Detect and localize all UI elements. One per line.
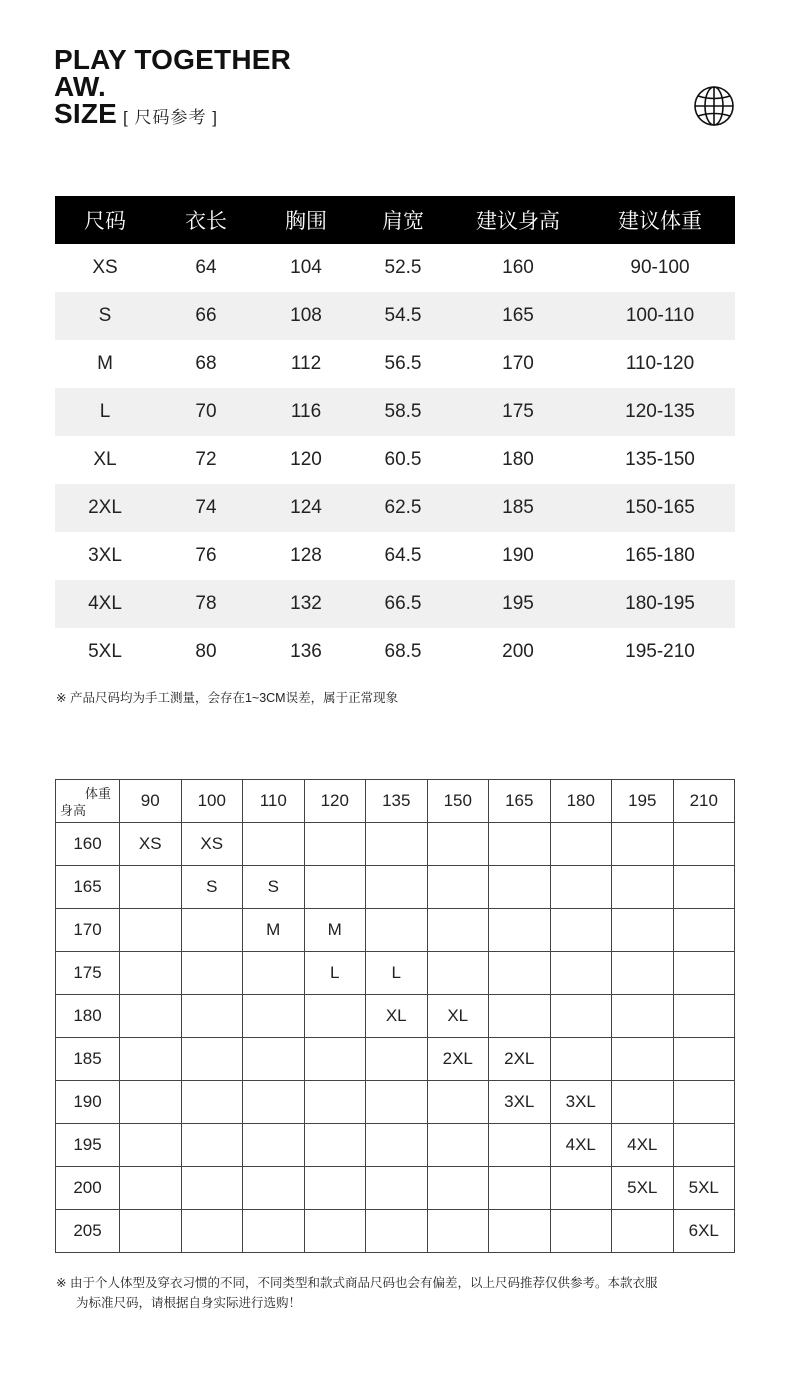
- fit-grid-cell: [304, 1167, 366, 1210]
- size-table-cell: 2XL: [55, 484, 155, 532]
- fit-grid-cell: [243, 1210, 305, 1253]
- size-table-row: [55, 580, 735, 628]
- fit-grid-cell: [366, 1124, 428, 1167]
- fit-grid-cell: [181, 1210, 243, 1253]
- fit-grid-height-header: 175: [56, 952, 120, 995]
- fit-grid-cell: [612, 995, 674, 1038]
- fit-grid-cell: [366, 866, 428, 909]
- fit-grid-cell: [612, 823, 674, 866]
- fit-grid-height-header: 190: [56, 1081, 120, 1124]
- fit-grid-cell: [427, 952, 489, 995]
- size-table-cell: 200: [502, 641, 534, 662]
- fit-grid-cell: [243, 1081, 305, 1124]
- fit-grid-weight-header: 210: [673, 780, 735, 823]
- fit-grid-cell: 6XL: [673, 1210, 735, 1253]
- size-table-cell: 5XL: [88, 641, 122, 662]
- fit-note-line-2: 为标准尺码，请根据自身实际进行选购！: [76, 1296, 302, 1310]
- fit-grid-cell: [550, 866, 612, 909]
- fit-grid-weight-header: 120: [304, 780, 366, 823]
- fit-grid-cell: [427, 1210, 489, 1253]
- fit-grid-cell: L: [304, 952, 366, 995]
- fit-note: [56, 1273, 746, 1313]
- size-table-cell: 72: [195, 449, 217, 470]
- size-table-row: [55, 244, 735, 292]
- fit-grid-cell: [673, 995, 735, 1038]
- globe-icon: [692, 84, 736, 128]
- size-table: [55, 196, 735, 676]
- size-table-cell: 90-100: [630, 257, 690, 278]
- size-title: [54, 100, 291, 131]
- size-table-cell: 58.5: [355, 388, 451, 436]
- size-table-cell: 180-195: [585, 580, 735, 628]
- fit-grid-cell: [550, 995, 612, 1038]
- size-table-cell: XS: [92, 257, 118, 278]
- fit-grid-height-header: 200: [56, 1167, 120, 1210]
- fit-grid-cell: L: [366, 952, 428, 995]
- size-table-cell: 78: [155, 580, 257, 628]
- fit-grid-cell: [427, 823, 489, 866]
- brand-line-2: AW.: [54, 71, 106, 102]
- fit-grid-cell: XS: [120, 823, 182, 866]
- fit-grid-cell: [120, 1167, 182, 1210]
- fit-grid-cell: [427, 909, 489, 952]
- fit-grid-cell: [489, 1167, 551, 1210]
- fit-grid-cell: [120, 1081, 182, 1124]
- fit-grid-cell: [120, 866, 182, 909]
- fit-grid-cell: [550, 1167, 612, 1210]
- fit-grid-cell: [550, 1038, 612, 1081]
- fit-grid-cell: [243, 952, 305, 995]
- fit-grid-cell: 4XL: [612, 1124, 674, 1167]
- fit-grid-cell: [304, 823, 366, 866]
- fit-grid-weight-header: 150: [427, 780, 489, 823]
- size-table-cell: 165: [451, 292, 585, 340]
- size-table-cell: 52.5: [384, 257, 422, 278]
- fit-grid-cell: [304, 1210, 366, 1253]
- fit-grid-cell: [673, 1038, 735, 1081]
- fit-grid-cell: XL: [427, 995, 489, 1038]
- size-table-cell: 80: [195, 641, 217, 662]
- fit-grid-cell: [243, 823, 305, 866]
- fit-grid-cell: 2XL: [427, 1038, 489, 1081]
- fit-grid-weight-header: 195: [612, 780, 674, 823]
- size-table-cell: 60.5: [384, 449, 422, 470]
- size-table-cell: 70: [155, 388, 257, 436]
- size-table-cell: 165-180: [625, 545, 695, 566]
- fit-grid-row: [56, 909, 735, 952]
- size-table-cell: 185: [451, 484, 585, 532]
- fit-grid: [55, 779, 735, 1253]
- fit-grid-weight-header: 110: [243, 780, 305, 823]
- size-table-cell: 76: [195, 545, 217, 566]
- fit-grid-cell: [612, 1081, 674, 1124]
- fit-grid-weight-header: 90: [120, 780, 182, 823]
- fit-grid-cell: [181, 1038, 243, 1081]
- fit-grid-cell: [181, 1167, 243, 1210]
- size-table-cell: 56.5: [384, 353, 422, 374]
- fit-grid-cell: [181, 995, 243, 1038]
- size-table-cell: L: [55, 388, 155, 436]
- size-table-cell: 135-150: [625, 449, 695, 470]
- fit-grid-cell: [181, 952, 243, 995]
- size-table-cell: 54.5: [355, 292, 451, 340]
- fit-grid-cell: [304, 866, 366, 909]
- fit-grid-row: [56, 1210, 735, 1253]
- fit-grid-cell: [550, 952, 612, 995]
- size-title-sub: [ 尺码参考 ]: [123, 108, 218, 127]
- fit-grid-cell: [427, 1081, 489, 1124]
- size-table-cell: 124: [257, 484, 355, 532]
- size-table-header-cell: 胸围: [257, 196, 355, 244]
- fit-grid-row: [56, 866, 735, 909]
- size-table-cell: 64.5: [384, 545, 422, 566]
- fit-grid-cell: [120, 1038, 182, 1081]
- fit-note-line-1: ※ 由于个人体型及穿衣习惯的不同，不同类型和款式商品尺码也会有偏差，以上尺码推荐仅供参考。本款衣服: [56, 1276, 658, 1290]
- fit-grid-row: [56, 995, 735, 1038]
- fit-grid-cell: [304, 995, 366, 1038]
- size-table-cell: 64: [195, 257, 217, 278]
- size-table-header-cell: 建议体重: [585, 196, 735, 244]
- fit-grid-row: [56, 823, 735, 866]
- fit-grid-row: [56, 1038, 735, 1081]
- fit-grid-cell: [550, 1210, 612, 1253]
- fit-grid-cell: S: [181, 866, 243, 909]
- size-table-cell: 180: [502, 449, 534, 470]
- fit-grid-cell: 3XL: [489, 1081, 551, 1124]
- fit-grid-cell: [489, 823, 551, 866]
- fit-grid-cell: [612, 866, 674, 909]
- fit-grid-cell: XS: [181, 823, 243, 866]
- fit-grid-weight-header: 180: [550, 780, 612, 823]
- measurement-note: ※ 产品尺码均为手工测量，会存在1~3CM误差，属于正常现象: [56, 691, 399, 705]
- size-table-header-cell: 衣长: [155, 196, 257, 244]
- size-table-cell: 68: [195, 353, 217, 374]
- fit-grid-cell: [673, 823, 735, 866]
- fit-grid-height-header: 165: [56, 866, 120, 909]
- fit-grid-cell: [489, 995, 551, 1038]
- size-table-cell: 104: [290, 257, 322, 278]
- fit-grid-cell: 4XL: [550, 1124, 612, 1167]
- size-table-cell: M: [97, 353, 113, 374]
- size-table-cell: 66: [155, 292, 257, 340]
- size-title-main: SIZE: [54, 98, 118, 129]
- size-table-cell: 116: [257, 388, 355, 436]
- size-table-cell: S: [55, 292, 155, 340]
- size-table-row: [55, 292, 735, 340]
- corner-height-label: 身高: [60, 803, 87, 818]
- size-table-row: [55, 532, 735, 580]
- fit-grid-height-header: 170: [56, 909, 120, 952]
- fit-grid-cell: [120, 952, 182, 995]
- fit-grid-cell: [550, 823, 612, 866]
- fit-grid-row: [56, 1167, 735, 1210]
- fit-grid-cell: S: [243, 866, 305, 909]
- size-table-cell: 190: [502, 545, 534, 566]
- fit-grid-cell: [120, 995, 182, 1038]
- fit-grid-cell: [120, 909, 182, 952]
- fit-grid-cell: [366, 1167, 428, 1210]
- size-table-cell: 128: [290, 545, 322, 566]
- size-table-row: [55, 628, 735, 676]
- fit-grid-cell: [366, 1210, 428, 1253]
- size-table-header-cell: 建议身高: [451, 196, 585, 244]
- size-table-cell: 112: [290, 353, 322, 374]
- fit-grid-cell: [366, 1081, 428, 1124]
- fit-grid-height-header: 180: [56, 995, 120, 1038]
- fit-grid-cell: [366, 823, 428, 866]
- fit-grid-cell: [673, 952, 735, 995]
- fit-grid-row: [56, 952, 735, 995]
- size-table-header: [55, 196, 735, 244]
- fit-grid-cell: [550, 909, 612, 952]
- fit-grid-cell: [673, 866, 735, 909]
- size-table-cell: 100-110: [585, 292, 735, 340]
- size-table-cell: 108: [257, 292, 355, 340]
- fit-grid-cell: [427, 1124, 489, 1167]
- fit-grid-cell: [489, 1124, 551, 1167]
- fit-grid-cell: [304, 1081, 366, 1124]
- size-table-cell: 74: [155, 484, 257, 532]
- size-table-row: [55, 436, 735, 484]
- fit-grid-row: [56, 1081, 735, 1124]
- fit-grid-cell: [489, 909, 551, 952]
- fit-grid-cell: 2XL: [489, 1038, 551, 1081]
- size-table-cell: 195-210: [625, 641, 695, 662]
- fit-grid-cell: [366, 909, 428, 952]
- fit-grid-header-row: [56, 780, 735, 823]
- fit-grid-weight-header: 100: [181, 780, 243, 823]
- size-table-row: [55, 484, 735, 532]
- brand-line-1: PLAY TOGETHER: [54, 44, 292, 75]
- fit-grid-cell: [489, 1210, 551, 1253]
- size-table-cell: 110-120: [625, 353, 695, 374]
- fit-grid-cell: [243, 1038, 305, 1081]
- corner-weight-label: 体重: [84, 786, 111, 801]
- fit-grid-cell: [673, 909, 735, 952]
- fit-grid-cell: [243, 1167, 305, 1210]
- fit-grid-height-header: 195: [56, 1124, 120, 1167]
- fit-grid-cell: [612, 909, 674, 952]
- fit-grid-cell: M: [243, 909, 305, 952]
- fit-grid-cell: XL: [366, 995, 428, 1038]
- fit-grid-cell: [489, 952, 551, 995]
- fit-grid-cell: 5XL: [673, 1167, 735, 1210]
- fit-grid-weight-header: 135: [366, 780, 428, 823]
- size-table-cell: 175: [451, 388, 585, 436]
- fit-grid-cell: 5XL: [612, 1167, 674, 1210]
- fit-grid-cell: [427, 866, 489, 909]
- fit-grid-cell: [489, 866, 551, 909]
- fit-grid-cell: [181, 1124, 243, 1167]
- size-table-cell: 4XL: [55, 580, 155, 628]
- fit-grid-height-header: 160: [56, 823, 120, 866]
- fit-grid-cell: [243, 1124, 305, 1167]
- fit-grid-cell: [427, 1167, 489, 1210]
- fit-grid-weight-header: 165: [489, 780, 551, 823]
- fit-grid-cell: [120, 1210, 182, 1253]
- size-table-cell: 136: [290, 641, 322, 662]
- fit-grid-cell: [120, 1124, 182, 1167]
- fit-grid-cell: [304, 1124, 366, 1167]
- fit-grid-cell: [181, 909, 243, 952]
- size-table-row: [55, 388, 735, 436]
- fit-grid-cell: [304, 1038, 366, 1081]
- fit-grid-cell: [612, 1038, 674, 1081]
- size-table-cell: 120-135: [585, 388, 735, 436]
- fit-grid-cell: [612, 1210, 674, 1253]
- size-table-cell: 150-165: [585, 484, 735, 532]
- size-table-cell: 68.5: [384, 641, 422, 662]
- fit-grid-cell: [366, 1038, 428, 1081]
- fit-grid-cell: M: [304, 909, 366, 952]
- fit-grid-row: [56, 1124, 735, 1167]
- header: [54, 46, 291, 131]
- size-table-cell: 66.5: [355, 580, 451, 628]
- size-table-cell: 160: [502, 257, 534, 278]
- size-table-header-cell: 尺码: [55, 196, 155, 244]
- size-table-cell: 62.5: [355, 484, 451, 532]
- fit-grid-height-header: 185: [56, 1038, 120, 1081]
- fit-grid-cell: [673, 1081, 735, 1124]
- fit-grid-cell: [181, 1081, 243, 1124]
- size-table-cell: 195: [451, 580, 585, 628]
- fit-grid-cell: [243, 995, 305, 1038]
- size-table-header-cell: 肩宽: [355, 196, 451, 244]
- size-table-row: [55, 340, 735, 388]
- fit-grid-cell: 3XL: [550, 1081, 612, 1124]
- size-table-cell: 170: [502, 353, 534, 374]
- fit-grid-corner: [56, 780, 120, 823]
- fit-grid-cell: [673, 1124, 735, 1167]
- size-table-cell: XL: [93, 449, 117, 470]
- fit-grid-cell: [612, 952, 674, 995]
- size-table-cell: 132: [257, 580, 355, 628]
- size-table-cell: 120: [290, 449, 322, 470]
- fit-grid-height-header: 205: [56, 1210, 120, 1253]
- size-table-cell: 3XL: [88, 545, 122, 566]
